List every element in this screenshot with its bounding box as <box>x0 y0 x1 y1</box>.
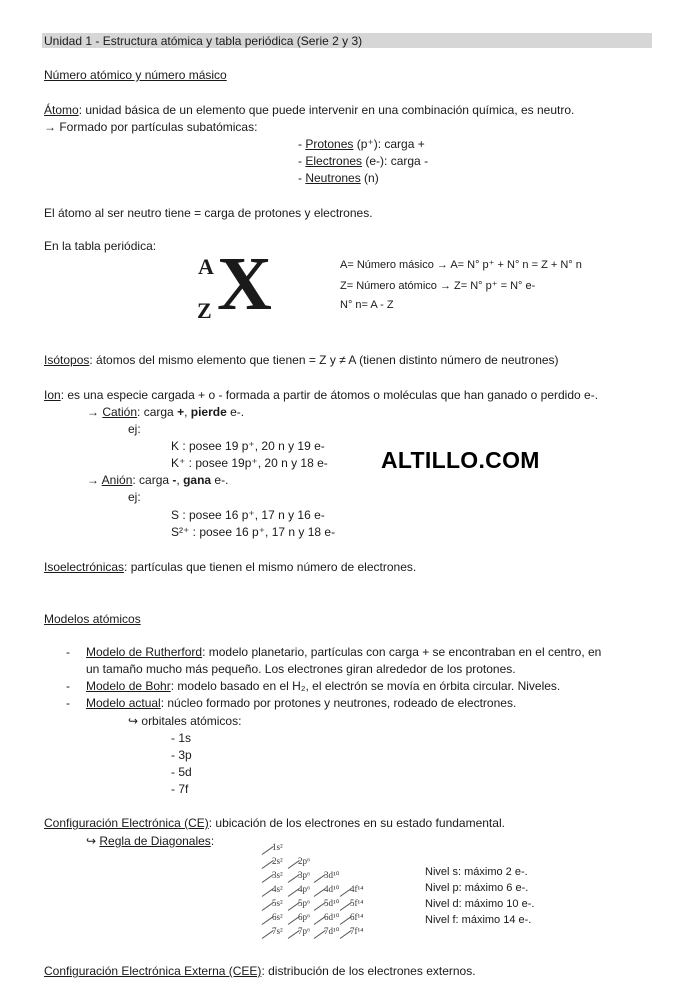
cation-term: Catión <box>102 405 138 419</box>
text: : <box>210 834 215 848</box>
orbital-cell: 6f¹⁴ <box>350 912 364 922</box>
orbital-cell: 5f¹⁴ <box>350 898 364 908</box>
orbital-cell: 2s² <box>272 856 283 866</box>
bullet-dash: - <box>66 679 70 693</box>
example-k-plus: K⁺ : posee 19p⁺, 20 n y 18 e- <box>171 456 328 470</box>
arrow: → <box>87 473 102 487</box>
model-term: Modelo de Rutherford <box>86 645 203 659</box>
ce-term: Configuración Electrónica (CE) <box>44 816 209 830</box>
model-actual <box>86 696 516 710</box>
particle-rest: (p⁺): carga + <box>353 137 425 151</box>
isotopos-definition <box>44 353 559 367</box>
anion-line <box>87 473 228 487</box>
dash: - <box>298 137 306 151</box>
model-term: Modelo de Bohr <box>86 679 171 693</box>
orbital-item: - 7f <box>171 782 189 796</box>
text: , <box>184 405 191 419</box>
nivel-d: Nivel d: máximo 10 e-. <box>425 898 535 910</box>
nivel-s: Nivel s: máximo 2 e-. <box>425 866 528 878</box>
formula-n: N° n= A - Z <box>340 299 394 311</box>
orbital-cell: 5d¹⁰ <box>324 898 340 908</box>
text: e-. <box>226 405 245 419</box>
particle-rest: (e-): carga - <box>362 154 429 168</box>
anion-term: Anión <box>101 473 133 487</box>
particle-term: Neutrones <box>305 171 361 185</box>
model-def: : modelo planetario, partículas con carga + se encontraban en el centro, en <box>202 645 602 659</box>
atomo-definition <box>44 103 574 117</box>
text: : carga <box>137 405 178 419</box>
orbital-cell: 7p⁶ <box>298 926 311 936</box>
text: e-. <box>211 473 229 487</box>
example-s-ion: S²⁺ : posee 16 p⁺, 17 n y 18 e- <box>171 525 336 539</box>
bullet-dash: - <box>66 645 70 659</box>
dash: - <box>298 171 306 185</box>
example-s: S : posee 16 p⁺, 17 n y 16 e- <box>171 508 325 522</box>
watermark-logo: ALTILLO.COM <box>381 447 540 473</box>
regla-line <box>86 834 214 848</box>
cation-line <box>87 405 244 419</box>
nivel-f: Nivel f: máximo 14 e-. <box>425 914 532 926</box>
dash: - <box>298 154 306 168</box>
text: , <box>176 473 184 487</box>
bold-sign: + <box>177 405 185 419</box>
orbital-cell: 4f¹⁴ <box>350 884 364 894</box>
orbital-item: - 1s <box>171 731 192 745</box>
orbitales-label: ↪ orbitales atómicos: <box>128 714 242 728</box>
atomo-term: Átomo <box>44 103 79 117</box>
particle-rest: (n) <box>360 171 379 185</box>
orbital-cell: 4p⁶ <box>298 884 311 894</box>
model-rutherford-cont: un tamaño mucho más pequeño. Los electrones giran alrededor de los protones. <box>86 662 516 676</box>
orbital-cell: 1s² <box>272 842 283 852</box>
particle-term: Electrones <box>305 154 363 168</box>
orbital-cell: 7d¹⁰ <box>324 926 340 936</box>
ce-definition <box>44 816 505 830</box>
neutro-line: El átomo al ser neutro tiene = carga de protones y electrones. <box>44 206 373 220</box>
example-k: K : posee 19 p⁺, 20 n y 19 e- <box>171 439 325 453</box>
page-header: Unidad 1 - Estructura atómica y tabla periódica (Serie 2 y 3) <box>44 34 363 48</box>
example-label: ej: <box>128 422 141 436</box>
orbital-cell: 2p⁶ <box>298 856 311 866</box>
ion-def: : es una especie cargada + o - formada a partir de átomos o moléculas que han ganado o perdido e-. <box>60 388 599 402</box>
model-def: : núcleo formado por protones y neutrones, rodeado de electrones. <box>160 696 517 710</box>
tabla-line: En la tabla periódica: <box>44 239 157 253</box>
isoelectronicas-def: : partículas que tienen el mismo número de electrones. <box>124 560 417 574</box>
model-term: Modelo actual <box>86 696 161 710</box>
orbital-cell: 4d¹⁰ <box>324 884 340 894</box>
orbital-cell: 5s² <box>272 898 283 908</box>
formado-line: → Formado por partículas subatómicas: <box>44 120 258 134</box>
orbital-cell: 6d¹⁰ <box>324 912 340 922</box>
section-heading-modelos: Modelos atómicos <box>44 612 141 626</box>
isoelectronicas-definition <box>44 560 416 574</box>
bold-verb: gana <box>183 473 212 487</box>
isotopos-def: : átomos del mismo elemento que tienen = Z y ≠ A (tienen distinto número de neutrones) <box>89 353 559 367</box>
example-label: ej: <box>128 490 141 504</box>
bold-verb: pierde <box>190 405 227 419</box>
formula-z: Z= Número atómico → Z= N° p⁺ = N° e- <box>340 280 536 292</box>
atomic-number-symbol: Z <box>197 298 212 323</box>
cee-term: Configuración Electrónica Externa (CEE) <box>44 964 262 978</box>
atomo-def: : unidad básica de un elemento que puede intervenir en una combinación química, es neutro. <box>78 103 575 117</box>
formula-a: A= Número másico → A= N° p⁺ + N° n = Z + N° n <box>340 259 582 271</box>
particle-neutrones <box>298 171 379 185</box>
isotopos-term: Isótopos <box>44 353 90 367</box>
arrow: ↪ <box>86 834 100 848</box>
orbital-cell: 7f¹⁴ <box>350 926 364 936</box>
ion-definition <box>44 388 598 402</box>
regla-term: Regla de Diagonales <box>99 834 211 848</box>
section-heading-numero-atomico: Número atómico y número másico <box>44 68 227 82</box>
orbital-item: - 5d <box>171 765 192 779</box>
ion-term: Ion <box>44 388 61 402</box>
cee-definition <box>44 964 476 978</box>
mass-number-symbol: A <box>198 254 214 279</box>
orbital-cell: 7s² <box>272 926 283 936</box>
ce-def: : ubicación de los electrones en su estado fundamental. <box>208 816 505 830</box>
model-bohr <box>86 679 560 693</box>
orbital-cell: 6p⁶ <box>298 912 311 922</box>
element-symbol-notation <box>195 242 285 330</box>
particle-electrones <box>298 154 428 168</box>
orbital-item: - 3p <box>171 748 192 762</box>
bullet-dash: - <box>66 696 70 710</box>
text: : carga <box>132 473 173 487</box>
diagonal-rule-diagram <box>258 842 378 952</box>
orbital-cell: 3p⁶ <box>298 870 311 880</box>
orbital-cell: 3d¹⁰ <box>324 870 340 880</box>
orbital-cell: 3s² <box>272 870 283 880</box>
arrow: → <box>87 405 103 419</box>
orbital-cell: 4s² <box>272 884 283 894</box>
nivel-p: Nivel p: máximo 6 e-. <box>425 882 529 894</box>
orbital-cell: 5p⁶ <box>298 898 311 908</box>
particle-term: Protones <box>305 137 354 151</box>
model-rutherford <box>86 645 601 659</box>
particle-protones <box>298 137 425 151</box>
cee-def: : distribución de los electrones externos. <box>261 964 476 978</box>
model-def: : modelo basado en el H₂, el electrón se movía en órbita circular. Niveles. <box>170 679 561 693</box>
element-symbol: X <box>217 242 272 326</box>
orbital-cell: 6s² <box>272 912 283 922</box>
isoelectronicas-term: Isoelectrónicas <box>44 560 125 574</box>
bold-sign: - <box>172 473 177 487</box>
